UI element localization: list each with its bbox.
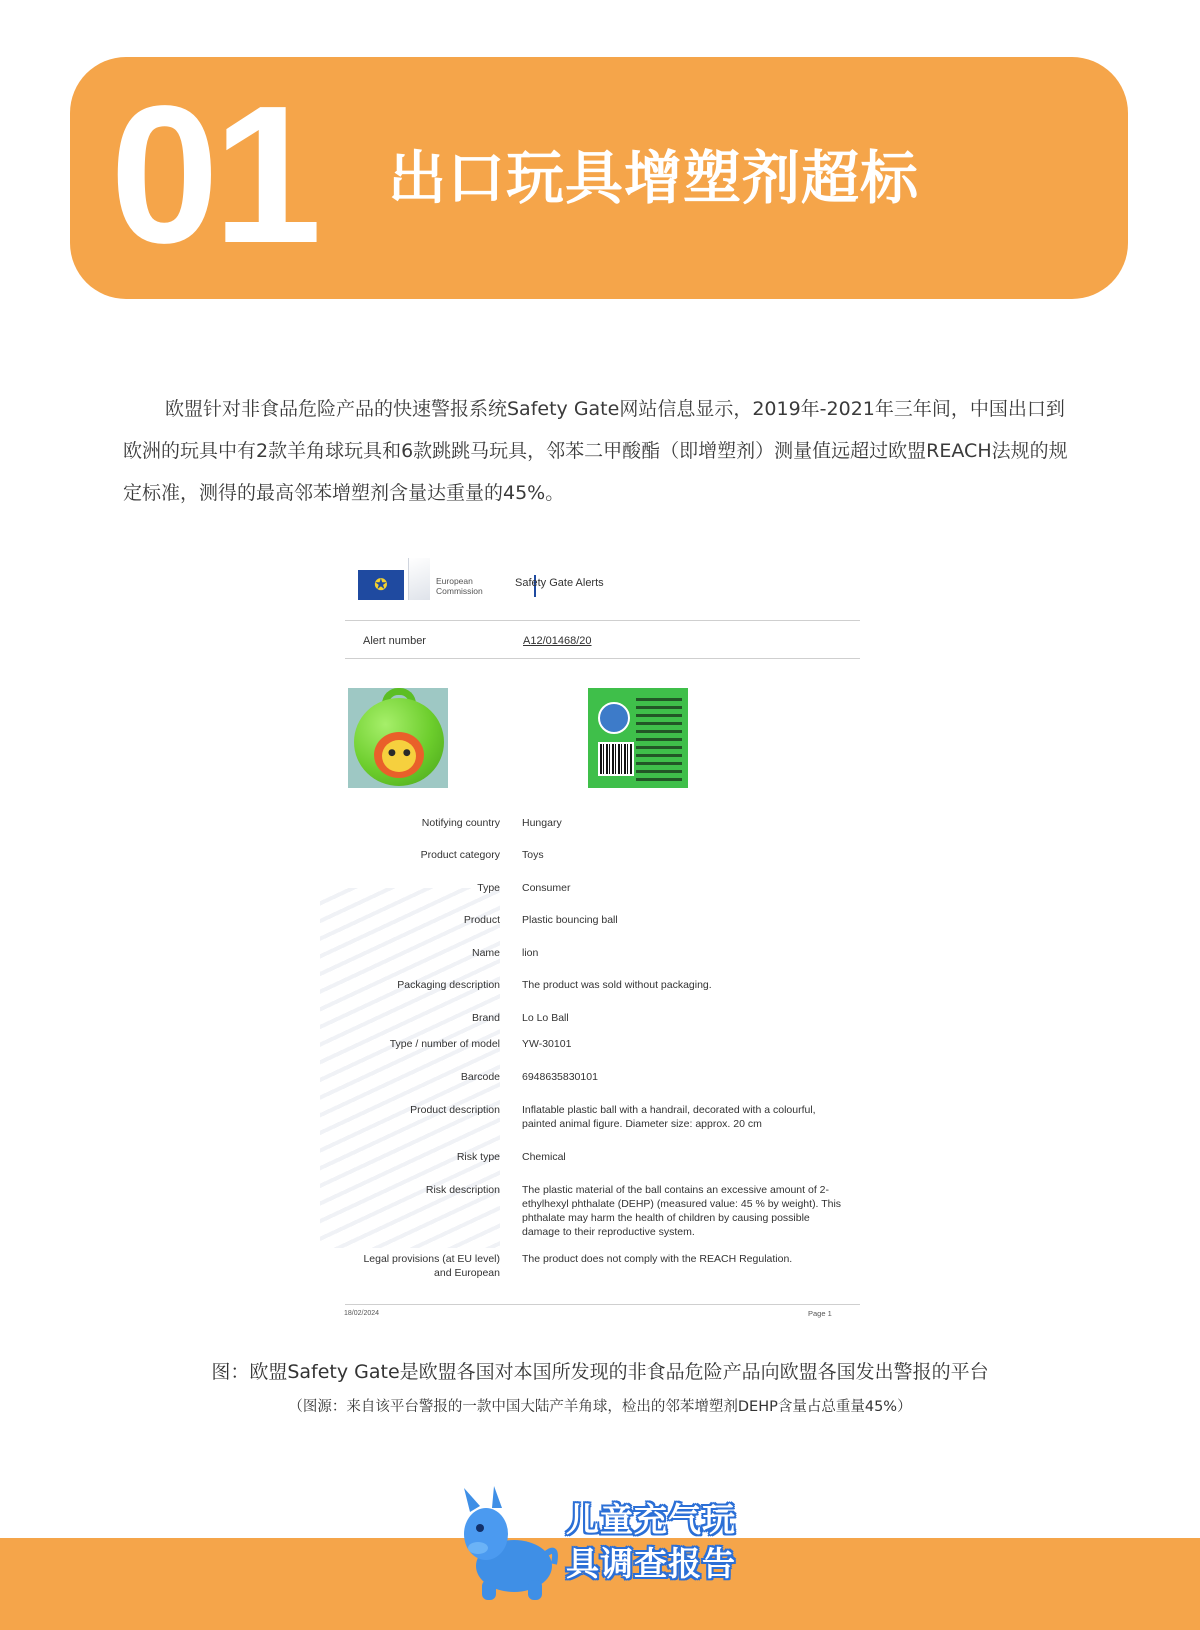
row-value: Toys bbox=[522, 849, 544, 861]
row-value: The product does not comply with the REACH Regulation. bbox=[522, 1253, 793, 1265]
row-value: Lo Lo Ball bbox=[522, 1012, 569, 1024]
row-label: Risk type bbox=[456, 1151, 500, 1163]
alert-number-label: Alert number bbox=[363, 635, 426, 647]
label-brand-logo bbox=[598, 702, 630, 734]
row-value: Hungary bbox=[522, 817, 562, 829]
row-value: YW-30101 bbox=[522, 1038, 572, 1050]
row-value: Plastic bouncing ball bbox=[522, 914, 618, 926]
header-banner bbox=[70, 57, 1128, 299]
document-header-title: Safety Gate Alerts bbox=[515, 577, 604, 589]
figure-caption: 图：欧盟Safety Gate是欧盟各国对本国所发现的非食品危险产品向欧盟各国发出警报的平台 bbox=[211, 1361, 989, 1383]
row-label: Product category bbox=[420, 849, 500, 861]
row-label: Name bbox=[471, 947, 500, 959]
row-value: Chemical bbox=[522, 1151, 566, 1163]
eu-flag-icon: ✪ bbox=[358, 570, 404, 600]
footer-report-title bbox=[566, 1498, 756, 1586]
row-label: Type bbox=[477, 882, 500, 894]
row-label: Packaging description bbox=[397, 979, 500, 991]
row-value: The product was sold without packaging. bbox=[522, 979, 712, 991]
row-value: 6948635830101 bbox=[522, 1071, 598, 1083]
intro-paragraph: 欧盟针对非食品危险产品的快速警报系统Safety Gate网站信息显示，2019年-2021年三年间，中国出口到欧洲的玩具中有2款羊角球玩具和6款跳跳马玩具，邻苯二甲酸酯（即增塑剂）测量值远超过欧盟REACH法规的规定标准，测得的最高邻苯增塑剂含量达重量的45%。 bbox=[123, 398, 1068, 504]
section-title: 出口玩具增塑剂超标 bbox=[388, 144, 920, 212]
product-photo-ball bbox=[348, 688, 448, 788]
footer-title-line2: 具调查报告 bbox=[566, 1544, 736, 1583]
row-label: Legal provisions (at EU level) and European bbox=[363, 1253, 500, 1279]
product-photo-label bbox=[588, 688, 688, 788]
section-number: 01 bbox=[110, 65, 317, 284]
document-footer-date: 18/02/2024 bbox=[344, 1310, 380, 1317]
row-label: Product description bbox=[410, 1104, 500, 1116]
logo-text-line1: European bbox=[436, 576, 473, 586]
row-value: lion bbox=[522, 947, 539, 959]
logo-sheet-graphic bbox=[408, 558, 430, 600]
row-label: Risk description bbox=[425, 1184, 500, 1196]
divider bbox=[345, 1304, 860, 1305]
row-label: Notifying country bbox=[421, 817, 500, 829]
european-commission-logo bbox=[358, 558, 498, 600]
blue-horse-mascot-icon bbox=[458, 1484, 558, 1602]
footer-title-line1: 儿童充气玩 bbox=[566, 1500, 736, 1539]
alert-number-value: A12/01468/20 bbox=[523, 635, 592, 647]
divider bbox=[345, 658, 860, 659]
logo-text bbox=[436, 576, 483, 596]
lion-eyes-graphic: ●● bbox=[388, 748, 418, 758]
divider bbox=[345, 620, 860, 621]
row-label: Type / number of model bbox=[389, 1038, 500, 1050]
figure-source: （图源：来自该平台警报的一款中国大陆产羊角球，检出的邻苯增塑剂DEHP含量占总重量45%） bbox=[288, 1399, 912, 1415]
barcode-graphic bbox=[598, 742, 634, 776]
row-label: Product bbox=[463, 914, 500, 926]
row-label: Barcode bbox=[460, 1071, 500, 1083]
row-value: Consumer bbox=[522, 882, 571, 894]
safety-gate-alert-document bbox=[320, 548, 860, 1326]
document-footer-page: Page 1 bbox=[808, 1309, 832, 1318]
label-text-graphic bbox=[636, 698, 682, 782]
logo-text-line2: Commission bbox=[436, 586, 483, 596]
row-label: Brand bbox=[471, 1012, 500, 1024]
row-value: Inflatable plastic ball with a handrail, decorated with a colourful, painted animal figure. Diameter size: approx. 20 cm bbox=[522, 1104, 816, 1130]
row-value: The plastic material of the ball contains an excessive amount of 2-ethylhexyl phthalate (DEHP) (measured value: 45 % by weight). This phthalate may harm the health of children by causing possible damage to their reproductive system. bbox=[522, 1184, 842, 1238]
